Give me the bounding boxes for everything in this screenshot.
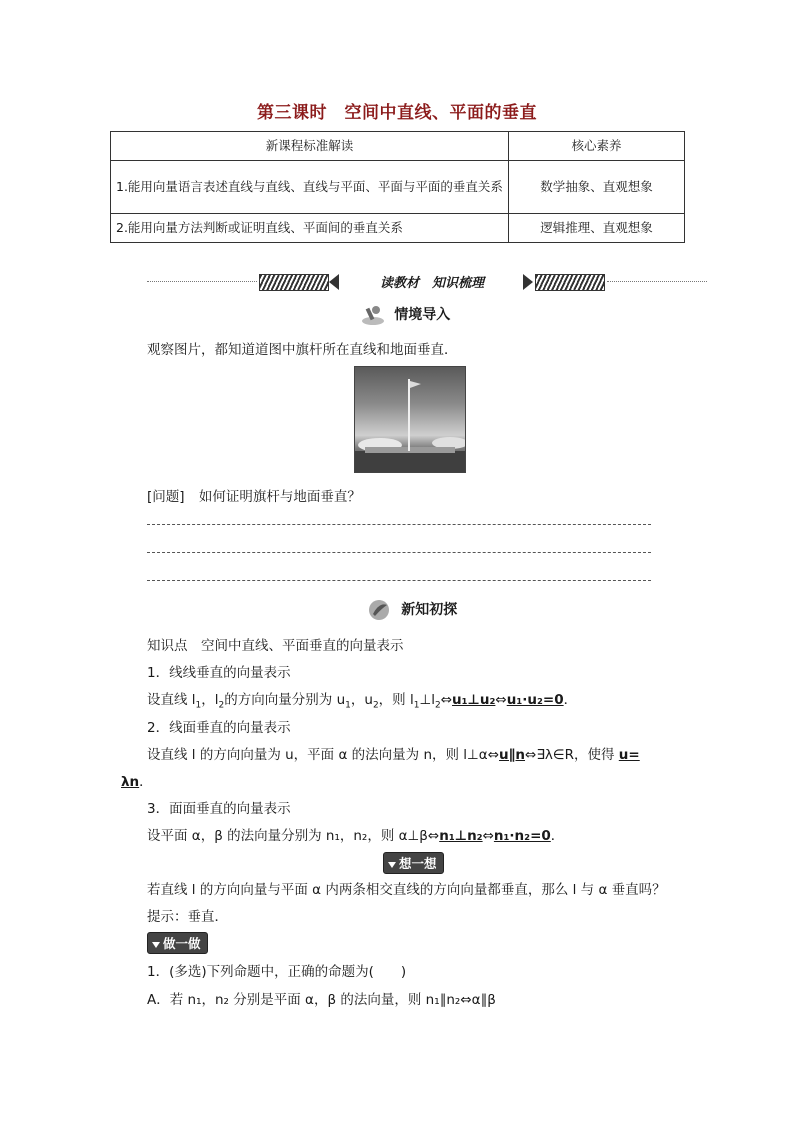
item2-title: 2．线面垂直的向量表示 [147, 720, 291, 736]
table-header-row [111, 132, 685, 161]
divider [147, 281, 257, 282]
answer-blank: u₁·u₂=0 [506, 692, 564, 708]
think-badge [383, 852, 444, 874]
item1-title: 1．线线垂直的向量表示 [147, 665, 291, 681]
do-label: 做一做 [163, 936, 201, 951]
text-part: ，u [350, 692, 373, 708]
text-part: ⊥l [419, 692, 435, 708]
table-cell-standard: 2.能用向量方法判断或证明直线、平面间的垂直关系 [111, 214, 509, 243]
text-part: ⇔ [440, 692, 453, 708]
answer-blank: n₁·n₂=0 [493, 828, 551, 844]
text-part: ⇔ [495, 692, 507, 708]
think-question: 若直线 l 的方向向量与平面 α 内两条相交直线的方向向量都垂直，那么 l 与 α 垂直吗？ [147, 882, 666, 898]
text-part: ⇔ [482, 828, 494, 844]
arrow-left-icon [329, 274, 339, 290]
text-part: ． [139, 774, 153, 790]
answer-blank: u∥n [499, 747, 526, 763]
chevron-down-icon [152, 942, 160, 948]
situation-heading [360, 304, 450, 326]
table-header-literacy: 核心素养 [509, 132, 685, 161]
question-label: [问题] [147, 489, 185, 505]
situation-heading-text: 情境导入 [394, 307, 451, 323]
stripe-decoration [535, 274, 605, 291]
question-line [147, 485, 361, 505]
text-part: 设直线 l 的方向向量为 u，平面 α 的法向量为 n，则 l⊥α⇔ [147, 747, 500, 763]
situation-text: 观察图片，都知道道图中旗杆所在直线和地面垂直． [147, 342, 458, 358]
answer-line [147, 580, 651, 581]
table-row [111, 214, 685, 243]
text-part: ，则 l [378, 692, 414, 708]
leaf-icon [367, 599, 393, 621]
new-knowledge-heading-text: 新知初探 [401, 602, 458, 618]
answer-blank: u₁⊥u₂ [452, 692, 496, 708]
table-cell-literacy: 逻辑推理、直观想象 [509, 214, 685, 243]
text-part: ，l [201, 692, 219, 708]
think-hint: 提示：垂直． [147, 909, 228, 925]
text-part: 设直线 l [147, 692, 196, 708]
item3-title: 3．面面垂直的向量表示 [147, 801, 291, 817]
exercise-question: 1．(多选)下列命题中，正确的命题为( ) [147, 964, 407, 980]
think-label: 想一想 [399, 856, 437, 871]
flagpole-photo [354, 366, 466, 473]
exercise-option-a: A．若 n₁，n₂ 分别是平面 α，β 的法向量，则 n₁∥n₂⇔α∥β [147, 992, 496, 1008]
answer-line [147, 524, 651, 525]
table-header-standard: 新课程标准解读 [111, 132, 509, 161]
text-part: ⇔∃λ∈R，使得 [525, 747, 615, 763]
standards-table [110, 131, 685, 243]
item2-text-cont [121, 770, 153, 790]
text-part: ． [563, 692, 578, 708]
answer-blank: λn [121, 774, 140, 790]
text-part: 的方向向量分别为 u [224, 692, 346, 708]
text-part: 设平面 α，β 的法向量分别为 n₁，n₂，则 α⊥β⇔ [147, 828, 440, 844]
do-badge [147, 932, 208, 954]
divider [607, 281, 707, 282]
table-cell-standard: 1.能用向量语言表述直线与直线、直线与平面、平面与平面的垂直关系 [111, 161, 509, 214]
table-row [111, 161, 685, 214]
arrow-right-icon [523, 274, 533, 290]
answer-blank: u= [618, 747, 640, 763]
page-title: 第三课时 空间中直线、平面的垂直 [257, 103, 537, 123]
section-banner-label: 读教材 知识梳理 [379, 276, 484, 291]
answer-line [147, 552, 651, 553]
pen-writing-icon [360, 304, 386, 326]
table-cell-literacy: 数学抽象、直观想象 [509, 161, 685, 214]
section-banner [147, 272, 707, 292]
new-knowledge-heading [367, 599, 457, 621]
stripe-decoration [259, 274, 329, 291]
answer-blank: n₁⊥n₂ [439, 828, 483, 844]
text-part: ． [550, 828, 565, 844]
question-text: 如何证明旗杆与地面垂直？ [198, 489, 361, 505]
item3-text [147, 824, 564, 844]
item1-text: 设直线 $l_1$，$l_2$的方向向量分别为 $u_1$，$u_2$，则 $l_1\perp l_2\Leftrightarrow u_1\perp u_2\Leftrightarrow u_1\cdot u_2=0$． [147, 692, 578, 711]
item2-text [147, 743, 640, 763]
knowledge-point: 知识点 空间中直线、平面垂直的向量表示 [147, 638, 404, 654]
chevron-down-icon [388, 862, 396, 868]
